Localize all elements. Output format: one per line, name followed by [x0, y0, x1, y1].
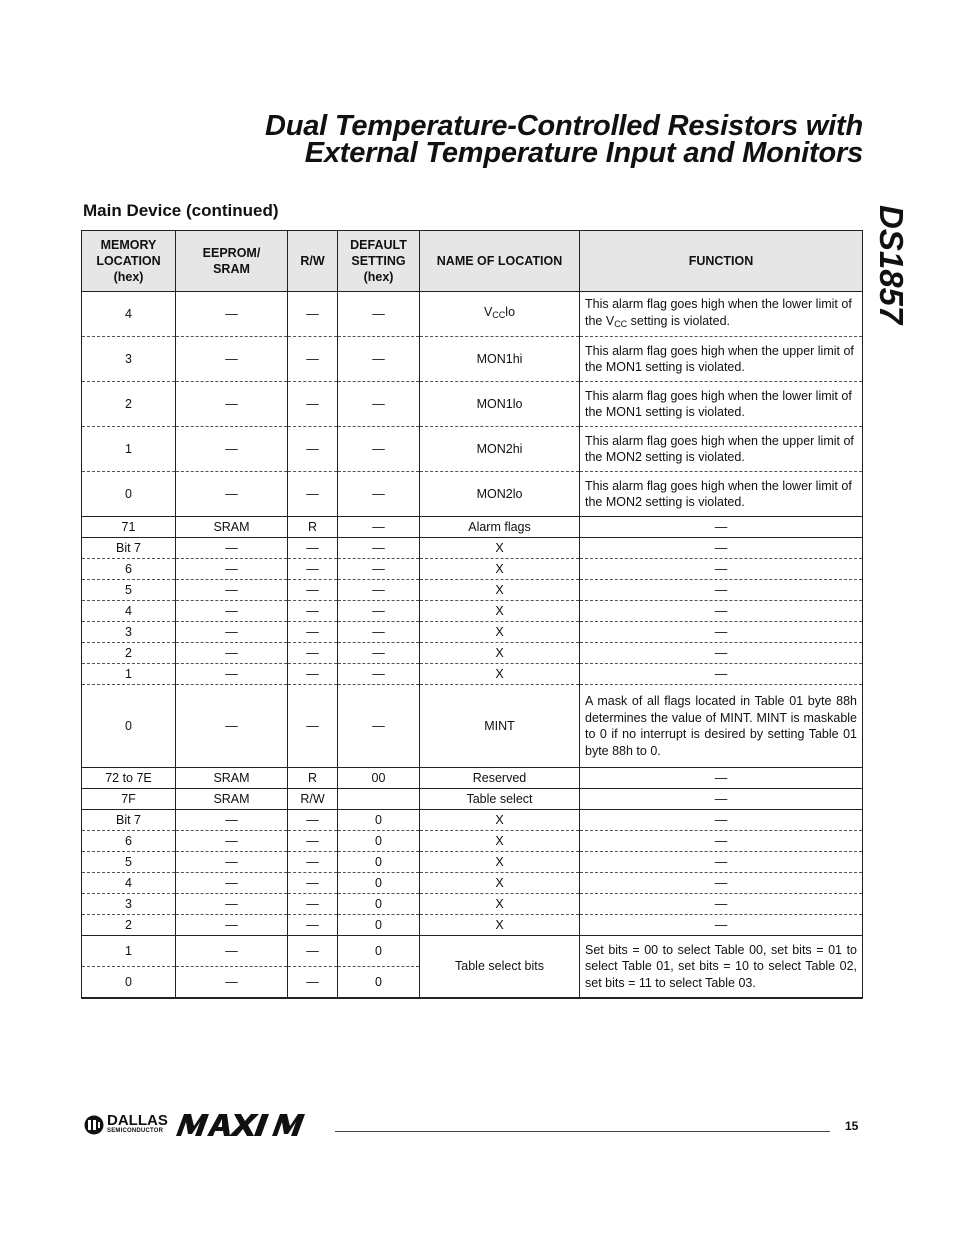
table-cell: X — [420, 559, 580, 580]
table-cell: — — [288, 559, 338, 580]
table-cell: — — [338, 337, 420, 382]
table-cell: X — [420, 810, 580, 831]
table-cell: Table select — [420, 789, 580, 810]
table-row — [82, 894, 863, 915]
table-row — [82, 337, 863, 382]
table-cell: — — [580, 789, 863, 810]
table-cell: 0 — [338, 831, 420, 852]
table-cell: 4 — [82, 873, 176, 894]
table-cell: — — [338, 427, 420, 472]
table-cell: X — [420, 831, 580, 852]
header-memory-location — [82, 231, 176, 292]
table-cell: X — [420, 538, 580, 559]
table-cell: X — [420, 664, 580, 685]
table-cell: — — [288, 664, 338, 685]
table-cell: — — [338, 559, 420, 580]
maxim-logo — [174, 1114, 326, 1136]
table-cell: — — [288, 292, 338, 337]
table-cell: R/W — [288, 789, 338, 810]
table-cell: SRAM — [176, 768, 288, 789]
table-cell: — — [176, 915, 288, 936]
table-cell: 72 to 7E — [82, 768, 176, 789]
table-cell: — — [288, 915, 338, 936]
header-name-of-location: NAME OF LOCATION — [420, 231, 580, 292]
table-cell: — — [288, 472, 338, 517]
table-cell: MON2lo — [420, 472, 580, 517]
table-cell: — — [580, 601, 863, 622]
table-cell: — — [176, 292, 288, 337]
table-cell: — — [176, 894, 288, 915]
table-cell: — — [176, 643, 288, 664]
table-cell: 1 — [82, 936, 176, 967]
page-number: 15 — [845, 1119, 859, 1133]
table-row — [82, 643, 863, 664]
table-cell: Alarm flags — [420, 517, 580, 538]
section-heading: Main Device (continued) — [83, 201, 279, 220]
table-cell: X — [420, 915, 580, 936]
header-text-line: SETTING — [351, 254, 406, 268]
table-cell: X — [420, 580, 580, 601]
table-cell: — — [176, 538, 288, 559]
table-row — [82, 915, 863, 936]
page-footer: DALLAS SEMICONDUCTOR MAXIM 15 — [84, 1113, 884, 1143]
table-cell: — — [338, 538, 420, 559]
table-cell: 3 — [82, 894, 176, 915]
table-cell: — — [580, 622, 863, 643]
header-text-line: DEFAULT — [350, 238, 407, 252]
table-cell: — — [580, 894, 863, 915]
table-cell: — — [580, 915, 863, 936]
title-line-2: External Temperature Input and Monitors — [304, 137, 863, 169]
table-cell: 71 — [82, 517, 176, 538]
table-row — [82, 427, 863, 472]
svg-text:MAXIM: MAXIM — [174, 1114, 178, 1115]
table-cell: R — [288, 517, 338, 538]
table-row — [82, 873, 863, 894]
table-cell: 0 — [82, 685, 176, 768]
table-row — [82, 852, 863, 873]
table-cell: — — [288, 967, 338, 999]
table-cell: — — [338, 472, 420, 517]
table-cell: — — [176, 664, 288, 685]
name-cell: $V_{CC}lo$ — [420, 292, 580, 337]
table-cell: 1 — [82, 664, 176, 685]
table-cell: — — [176, 873, 288, 894]
header-text-line: (hex) — [113, 270, 144, 284]
table-cell: — — [288, 685, 338, 768]
table-cell: — — [176, 382, 288, 427]
page-title — [264, 110, 863, 169]
memory-map-table — [81, 230, 863, 999]
table-cell: 0 — [338, 936, 420, 967]
table-row — [82, 622, 863, 643]
table-cell: X — [420, 873, 580, 894]
part-number-side-label — [868, 205, 912, 335]
table-cell: — — [288, 831, 338, 852]
table-row — [82, 810, 863, 831]
table-cell: 0 — [338, 852, 420, 873]
table-cell: — — [176, 967, 288, 999]
table-cell: Bit 7 — [82, 810, 176, 831]
table-cell: — — [338, 292, 420, 337]
table-cell: X — [420, 852, 580, 873]
table-cell: — — [580, 643, 863, 664]
table-cell: Reserved — [420, 768, 580, 789]
dallas-mark-icon — [84, 1115, 104, 1135]
table-cell: — — [288, 382, 338, 427]
header-default-setting — [338, 231, 420, 292]
table-cell: — — [338, 517, 420, 538]
table-cell: — — [176, 622, 288, 643]
table-cell: — — [288, 936, 338, 967]
header-function: FUNCTION — [580, 231, 863, 292]
table-cell: MON2hi — [420, 427, 580, 472]
table-cell: — — [288, 427, 338, 472]
part-number: DS1857 — [873, 205, 910, 325]
table-cell: — — [176, 852, 288, 873]
table-cell: — — [580, 580, 863, 601]
table-row — [82, 382, 863, 427]
table-cell: — — [580, 852, 863, 873]
header-text-line: MEMORY — [100, 238, 157, 252]
table-cell: SRAM — [176, 517, 288, 538]
table-row — [82, 936, 863, 967]
table-cell: — — [176, 936, 288, 967]
table-cell: This alarm flag goes high when the lower limit of the MON2 setting is violated. — [580, 472, 863, 517]
table-cell: — — [338, 622, 420, 643]
table-cell: 0 — [338, 967, 420, 999]
table-cell: — — [580, 538, 863, 559]
table-cell: 2 — [82, 382, 176, 427]
table-cell: This alarm flag goes high when the lower limit of the MON1 setting is violated. — [580, 382, 863, 427]
table-select-function-cell: Set bits = 00 to select Table 00, set bits = 01 to select Table 01, set bits = 10 to select Table 02, set bits = 11 to select Table 03. — [580, 936, 863, 999]
table-cell: MON1hi — [420, 337, 580, 382]
table-cell: — — [580, 768, 863, 789]
header-text-line: SRAM — [213, 262, 250, 276]
table-cell: 0 — [338, 915, 420, 936]
header-rw: R/W — [288, 231, 338, 292]
table-cell: — — [288, 601, 338, 622]
table-cell: — — [176, 601, 288, 622]
table-cell: X — [420, 601, 580, 622]
table-cell: 5 — [82, 852, 176, 873]
table-cell: — — [288, 538, 338, 559]
table-cell: 0 — [82, 967, 176, 999]
header-eeprom-sram — [176, 231, 288, 292]
table-cell: A mask of all flags located in Table 01 byte 88h determines the value of MINT. MINT is maskable to 0 if no interrupt is desired by setting Table 01 byte 88h to 0. — [580, 685, 863, 768]
table-cell: — — [580, 517, 863, 538]
table-cell: — — [338, 643, 420, 664]
table-row — [82, 559, 863, 580]
table-cell: 3 — [82, 337, 176, 382]
table-cell: R — [288, 768, 338, 789]
table-select-bits-cell: Table select bits — [420, 936, 580, 999]
table-cell: This alarm flag goes high when the upper limit of the MON1 setting is violated. — [580, 337, 863, 382]
table-cell: 2 — [82, 915, 176, 936]
table-cell: — — [176, 559, 288, 580]
table-cell: — — [580, 831, 863, 852]
table-cell: 4 — [82, 292, 176, 337]
table-cell: — — [176, 831, 288, 852]
table-cell: — — [338, 382, 420, 427]
table-cell: Bit 7 — [82, 538, 176, 559]
table-cell: — — [176, 810, 288, 831]
table-cell: — — [580, 559, 863, 580]
table-cell: — — [288, 894, 338, 915]
table-cell: 3 — [82, 622, 176, 643]
table-row — [82, 831, 863, 852]
table-cell: 2 — [82, 643, 176, 664]
table-row — [82, 601, 863, 622]
table-cell: MON1lo — [420, 382, 580, 427]
table-cell: — — [176, 337, 288, 382]
table-cell: X — [420, 622, 580, 643]
table-cell: This alarm flag goes high when the upper limit of the MON2 setting is violated. — [580, 427, 863, 472]
table-cell: 0 — [82, 472, 176, 517]
table-cell: 0 — [338, 873, 420, 894]
table-cell: — — [288, 643, 338, 664]
table-cell: — — [338, 601, 420, 622]
title-line-1: Dual Temperature-Controlled Resistors with — [264, 110, 863, 142]
table-cell: MINT — [420, 685, 580, 768]
table-cell: 5 — [82, 580, 176, 601]
table-cell: — — [338, 580, 420, 601]
table-row — [82, 768, 863, 789]
table-row — [82, 472, 863, 517]
table-row — [82, 292, 863, 337]
table-row — [82, 517, 863, 538]
table-cell: X — [420, 894, 580, 915]
header-text-line: (hex) — [363, 270, 394, 284]
table-cell — [338, 789, 420, 810]
table-cell: — — [338, 685, 420, 768]
table-cell: — — [176, 472, 288, 517]
table-cell: — — [580, 664, 863, 685]
table-cell: 4 — [82, 601, 176, 622]
table-cell: — — [288, 810, 338, 831]
table-cell: 6 — [82, 831, 176, 852]
footer-rule — [335, 1131, 830, 1132]
table-cell: — — [580, 873, 863, 894]
table-cell: — — [288, 873, 338, 894]
table-cell: X — [420, 643, 580, 664]
table-cell: 0 — [338, 894, 420, 915]
table-row — [82, 685, 863, 768]
table-cell: 1 — [82, 427, 176, 472]
header-text-line: EEPROM/ — [202, 246, 261, 260]
table-cell: — — [176, 580, 288, 601]
table-cell: 00 — [338, 768, 420, 789]
table-cell: 0 — [338, 810, 420, 831]
table-cell: — — [288, 622, 338, 643]
table-cell: 6 — [82, 559, 176, 580]
table-header-row — [82, 231, 863, 292]
table-row — [82, 664, 863, 685]
table-cell: — — [338, 664, 420, 685]
table-row — [82, 580, 863, 601]
table-cell: — — [580, 810, 863, 831]
table-cell: 7F — [82, 789, 176, 810]
table-cell: — — [288, 852, 338, 873]
table-row — [82, 538, 863, 559]
function-cell: This alarm flag goes high when the lower limit of the $V_{CC}$ setting is violated. — [580, 292, 863, 337]
header-text-line: LOCATION — [96, 254, 161, 268]
table-row — [82, 789, 863, 810]
table-cell: — — [288, 337, 338, 382]
table-cell: — — [288, 580, 338, 601]
table-cell: SRAM — [176, 789, 288, 810]
table-cell: — — [176, 685, 288, 768]
table-cell: — — [176, 427, 288, 472]
